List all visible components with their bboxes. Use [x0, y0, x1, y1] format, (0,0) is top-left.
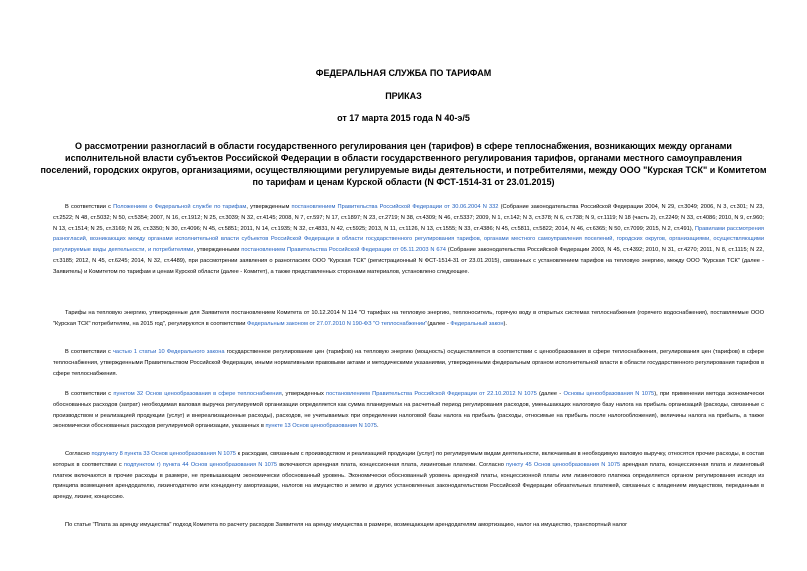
document-type-heading: ПРИКАЗ — [385, 91, 422, 101]
paragraph-text: Согласно — [65, 451, 92, 457]
paragraph-text: , утвержденными — [193, 247, 242, 254]
document-link[interactable]: постановлением Правительства Российской Федерации от 05.11.2003 N 674 — [241, 247, 446, 254]
document-link[interactable]: пунктом 32 Основ ценообразования в сфере теплоснабжения — [113, 391, 282, 397]
paragraph-text: арендная плата, концессионная плата и лизинговый платеж включаются в прочие расходы в размере, не превышающем экономически обоснованный уровень. Экономически обоснованный уровень арендной платы, концессионной платы или лизингового платежа определяется органом регулирования исходя из принципа возмещения арендодателю, лизингодателю или концеденту амортизации, налогов на имущество и землю и других установленных законодательством Российской Федерации обязательных платежей, связанных с владением имуществом, переданным в аренду, лизинг, концессию. — [53, 461, 765, 501]
paragraph-text: ), при применении метода экономически обоснованных расходов (затрат) необходимая валовая выручка регулируемой организации определяется как сумма планируемых на расчетный период регулирования расходов, уменьшающих налоговую базу налога на прибыль организаций (расходы, связанные с производством и реализацией продукции (услуг) и внереализационные расходы), расходов, не учитываемых при определении налоговой базы налога на прибыль (расходы, относимые на прибыль после налогообложения), величины налога на прибыль, а также экономически обоснованных расходов регулируемой организации, указанных в — [53, 391, 764, 430]
paragraph-text: к расходам, связанным с производством и реализацией продукции (услуг) по регулируемым видам деятельности, включаемым в необходимую валовую выручку, относятся прочие расходы, в состав которых в соответствии с — [53, 451, 764, 468]
paragraph-1 — [53, 202, 764, 278]
paragraph-text: (Собрание законодательства Российской Федерации 2003, N 45, ст.4392; 2010, N 31, ст.4270; 2011, N 8, ст.1115; N 22, ст.3185; 2012, N 45, ст.6245; 2014, N 32, ст.4489), при рассмотрении заявления о разногласиях ООО "Курская ТСК" (регистрационный N ФСТ-1514-31 от 23.01.2015), связанных с установлением тарифов на тепловую энергию, между ООО "Курская ТСК" (далее - Заявитель) и Комитетом по тарифам и ценам Курской области (далее - Комитет), а также представленных сторонами материалов, установлено следующее. — [53, 247, 764, 275]
paragraph-text: По статье "Плата за аренду имущества" подход Комитета по расчету расходов Заявителя на аренду имущества в размере, возмещающем арендодателям амортизацию, налог на имущество, транспортный налог — [65, 522, 628, 528]
document-link[interactable]: Федеральный закон — [450, 320, 504, 327]
paragraph-text: ). — [503, 320, 507, 327]
document-link[interactable]: постановлением Правительства Российской Федерации от 30.06.2004 N 332 — [291, 204, 499, 210]
paragraph-text: , утвержденным — [246, 204, 292, 210]
paragraph-5 — [53, 449, 764, 503]
document-date-number: от 17 марта 2015 года N 40-э/5 — [337, 113, 470, 123]
paragraph-4 — [53, 389, 764, 432]
paragraph-text: (далее - — [536, 391, 564, 397]
paragraph-text: (далее - — [427, 320, 451, 327]
paragraph-3 — [53, 347, 764, 379]
paragraph-text: (Собрание законодательства Российской Федерации 2004, N 29, ст.3049; 2006, N 3, ст.301; N 23, ст.2522; N 48, ст.5032; N 50, ст.5354; 2007, N 16, ст.1912; N 25, ст.3039; N 32, ст.4145; 2008, N 7, ст.597; N 17, ст.1897; N 23, ст.2719; N 38, ст.4309; N 46, ст.5337; 2009, N 1, ст.142; N 3, ст.378; N 6, ст.738; N 9, ст.1119; N 18 (часть 2), ст.2249; N 33, ст.4086; 2010, N 9, ст.960; N 13, ст.1514; N 25, ст.3169; N 26, ст.3350; N 30, ст.4096; N 45, ст.5851; 2011, N 14, ст.1935; N 32, ст.4831, N 42, ст.5925; 2013, N 11, ст.1126, N 13, ст.1555; N 33, ст.4386; N 45, ст.5811, ст.5822; 2014, N 46, ст.6365; N 50, ст.7099; 2015, N 2, ст.491), — [53, 204, 764, 232]
document-title: О рассмотрении разногласий в области государственного регулирования цен (тарифов) в сфере теплоснабжения, возникающих между органами исполнительной власти субъектов Российской Федерации в области государственного регулирования тарифов, органами местного самоуправления поселений, городских округов, организациями, осуществляющими регулируемые виды деятельности, и потребителями, между ООО "Курская ТСК" и Комитетом по тарифам и ценам Курской области (N ФСТ-1514-31 от 23.01.2015) — [40, 141, 767, 187]
document-link[interactable]: пункту 45 Основ ценообразования N 1075 — [506, 461, 621, 468]
document-link[interactable]: Основы ценообразования N 1075 — [563, 391, 655, 397]
document-link[interactable]: Положением о Федеральной службе по тарифам — [113, 204, 247, 210]
paragraph-text: В соответствии с — [65, 204, 114, 210]
paragraph-text: . — [376, 423, 379, 430]
paragraph-text: Тарифы на тепловую энергию, утвержденные для Заявителя постановлением Комитета от 10.12.2014 N 114 "О тарифах на тепловую энергию, теплоноситель, горячую воду в открытых системах теплоснабжения (горячего водоснабжения), поставляемые ООО "Курская ТСК" потребителям, на 2015 год", регулируются в соответствии — [53, 310, 764, 327]
paragraph-text: включаются арендная плата, концессионная плата, лизинговые платежи. Согласно — [277, 461, 507, 468]
paragraph-2 — [53, 308, 764, 330]
paragraph-text: государственное регулирование цен (тарифов) на тепловую энергию (мощность) осуществляется в соответствии с ценообразования в сфере теплоснабжения, регулирования цен (тарифов) в сфере теплоснабжения, утвержденными Правительством Российской Федерации, иными нормативными правовыми актами и методическими указаниями, утвержденными федеральным органом исполнительной власти в области государственного регулирования тарифов в сфере теплоснабжения. — [53, 349, 765, 377]
paragraph-text: В соответствии с — [65, 391, 114, 397]
document-link[interactable]: постановлением Правительства Российской Федерации от 22.10.2012 N 1075 — [326, 391, 537, 397]
document-link[interactable]: частью 1 статьи 10 Федерального закона — [112, 349, 225, 355]
document-link[interactable]: подпункту 8 пункта 33 Основ ценообразования N 1075 — [91, 451, 236, 457]
document-link[interactable]: пункте 13 Основ ценообразования N 1075 — [265, 423, 377, 430]
paragraph-6 — [53, 520, 764, 531]
document-link[interactable]: подпунктом г) пункта 44 Основ ценообразования N 1075 — [123, 461, 278, 468]
agency-heading: ФЕДЕРАЛЬНАЯ СЛУЖБА ПО ТАРИФАМ — [315, 68, 492, 78]
document-link[interactable]: Федеральным законом от 27.07.2010 N 190-ФЗ "О теплоснабжении" — [247, 320, 428, 327]
paragraph-text: , утвержденных — [281, 391, 327, 397]
document-link[interactable]: Правилами рассмотрения разногласий, возникающих между органами исполнительной власти субъектов Российской Федерации в области государственного регулирования тарифов, органами местного самоуправления поселений, городских округов, организациями, осуществляющими регулируемые виды деятельности, и потребителями — [53, 225, 764, 254]
paragraph-text: В соответствии с — [65, 349, 113, 355]
